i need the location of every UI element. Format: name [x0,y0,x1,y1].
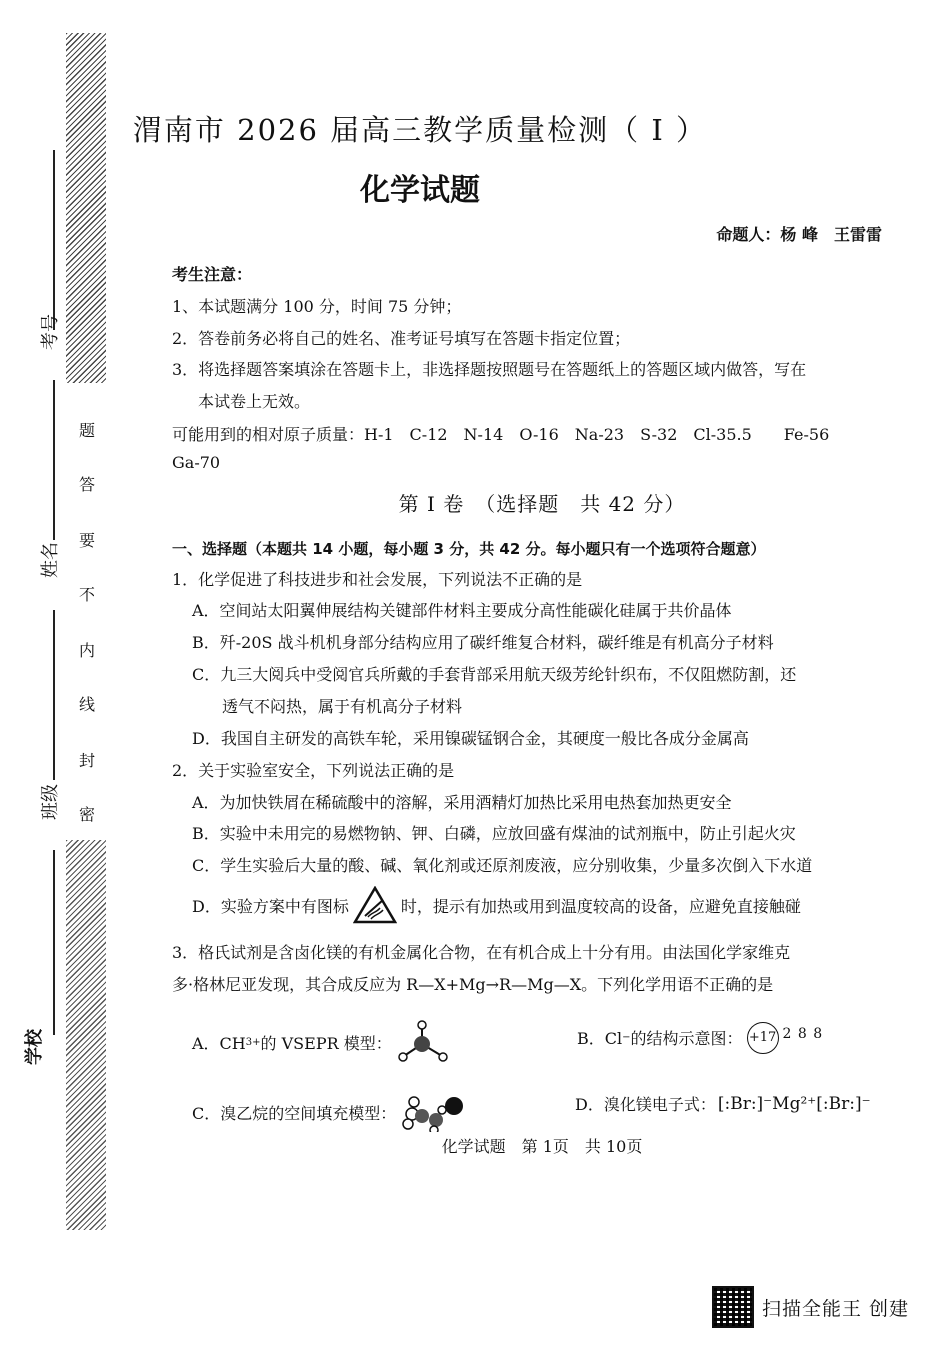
scanner-watermark [712,1285,909,1329]
q2-option-a: A．为加快铁屑在稀硫酸中的溶解，采用酒精灯加热比采用电热套加热更安全 [192,793,732,812]
q2-option-c: C．学生实验后大量的酸、碱、氧化剂或还原剂废液，应分别收集，少量多次倒入下水道 [192,856,813,875]
seal-char: 内 [78,641,95,660]
q3-option-d-pre: D．溴化镁电子式： [575,1095,716,1114]
notice-item: 3．将选择题答案填涂在答题卡上，非选择题按照题号在答题纸上的答题区域内做答，写在 [172,360,807,379]
hatch-band-bottom [66,840,106,1230]
seal-char: 答 [78,475,95,494]
class-label: 班级 [40,784,61,820]
subject-title: 化学试题 [360,173,480,208]
author-line: 命题人：杨 峰 王雷雷 [716,225,882,244]
q1-option-a: A．空间站太阳翼伸展结构关键部件材料主要成分高性能碳化硅属于共价晶体 [192,601,732,620]
q2-option-d [192,886,801,924]
q1-stem: 1．化学促进了科技进步和社会发展，下列说法不正确的是 [172,570,583,589]
school-line [53,850,55,1035]
seal-char: 不 [78,585,95,604]
q3-stem: 3．格氏试剂是含卤化镁的有机金属化合物，在有机合成上十分有用。由法国化学家维克 [172,943,791,962]
q3-option-c-text: C．溴乙烷的空间填充模型： [192,1103,397,1123]
atomic-masses: 可能用到的相对原子质量：H-1 C-12 N-14 O-16 Na-23 S-32 Cl-35.5 Fe-56 [172,425,830,444]
seal-char: 题 [78,421,95,440]
notice-item: 本试卷上无效。 [198,392,311,411]
q3-option-a-pre: A．CH [192,1033,246,1053]
class-line [53,610,55,780]
q3-option-a-sup: + [252,1036,261,1048]
seal-char: 封 [78,751,95,770]
seal-char: 密 [78,805,95,824]
hot-surface-warning-icon [353,886,397,924]
vsepr-model-figure [398,1020,450,1064]
q1-option-d: D．我国自主研发的高铁车轮，采用镍碳锰钢合金，其硬度一般比各成分金属高 [192,729,749,748]
q1-option-c: C．九三大阅兵中受阅官兵所戴的手套背部采用航天级芳纶针织布，不仅阻燃防割，还 [192,665,797,684]
page-footer: 化学试题 第 1页 共 10页 [441,1137,643,1156]
electron-formula: [:Br:]⁻Mg²⁺[:Br:]⁻ [717,1093,871,1114]
seal-char: 线 [78,695,95,714]
notice-heading: 考生注意： [172,265,253,284]
exam-number-label: 考号 [40,314,61,350]
q2-option-d-post: 时，提示有加热或用到温度较高的设备，应避免直接触碰 [400,896,801,916]
q2-option-d-pre: D．实验方案中有图标 [192,896,349,916]
exam-title: 渭南市 2026 届高三教学质量检测（ Ⅰ ） [132,113,708,147]
exam-number-line [53,150,55,330]
q3-option-d [575,1092,871,1115]
q2-option-b: B．实验中未用完的易燃物钠、钾、白磷，应放回盛有煤油的试剂瓶中，防止引起火灾 [192,824,796,843]
name-label: 姓名 [40,542,61,578]
volume-title: 第 Ⅰ 卷 （选择题 共 42 分） [398,492,686,516]
qr-code-icon [712,1286,754,1328]
space-filling-model-figure [400,1092,472,1132]
q1-option-c-cont: 透气不闷热，属于有机高分子材料 [222,697,463,716]
q3-option-a-post: 的 VSEPR 模型： [260,1033,392,1053]
q3-option-a-sub: 3 [245,1036,253,1048]
q3-option-a [192,1020,450,1064]
name-line [53,380,55,540]
q3-option-b [577,1020,827,1054]
scanner-text: 扫描全能王 创建 [762,1297,910,1320]
notice-item: 1、本试题满分 100 分，时间 75 分钟； [172,297,462,316]
q3-stem-cont: 多·格林尼亚发现，其合成反应为 R—X+Mg→R—Mg—X。下列化学用语不正确的是 [172,975,774,994]
q3-option-b-pre: B．Cl [577,1028,623,1048]
q3-option-b-sup: − [622,1031,631,1043]
atomic-masses-cont: Ga-70 [172,453,221,472]
q2-stem: 2．关于实验室安全，下列说法正确的是 [172,761,455,780]
q3-option-c [192,1092,472,1132]
q3-option-b-post: 的结构示意图： [630,1028,743,1048]
electron-shells: 2 8 8 [782,1026,824,1042]
nucleus-charge: +17 [747,1022,779,1054]
school-label: 学校 [24,1029,45,1065]
hatch-band-top [66,33,106,383]
chloride-structure-diagram [747,1020,827,1054]
notice-item: 2．答卷前务必将自己的姓名、准考证号填写在答题卡指定位置； [172,329,631,348]
seal-char: 要 [78,531,95,550]
section-heading: 一、选择题（本题共 14 小题，每小题 3 分，共 42 分。每小题只有一个选项符合题意） [172,540,766,558]
q1-option-b: B．歼-20S 战斗机机身部分结构应用了碳纤维复合材料，碳纤维是有机高分子材料 [192,633,774,652]
binding-margin [0,0,115,1345]
